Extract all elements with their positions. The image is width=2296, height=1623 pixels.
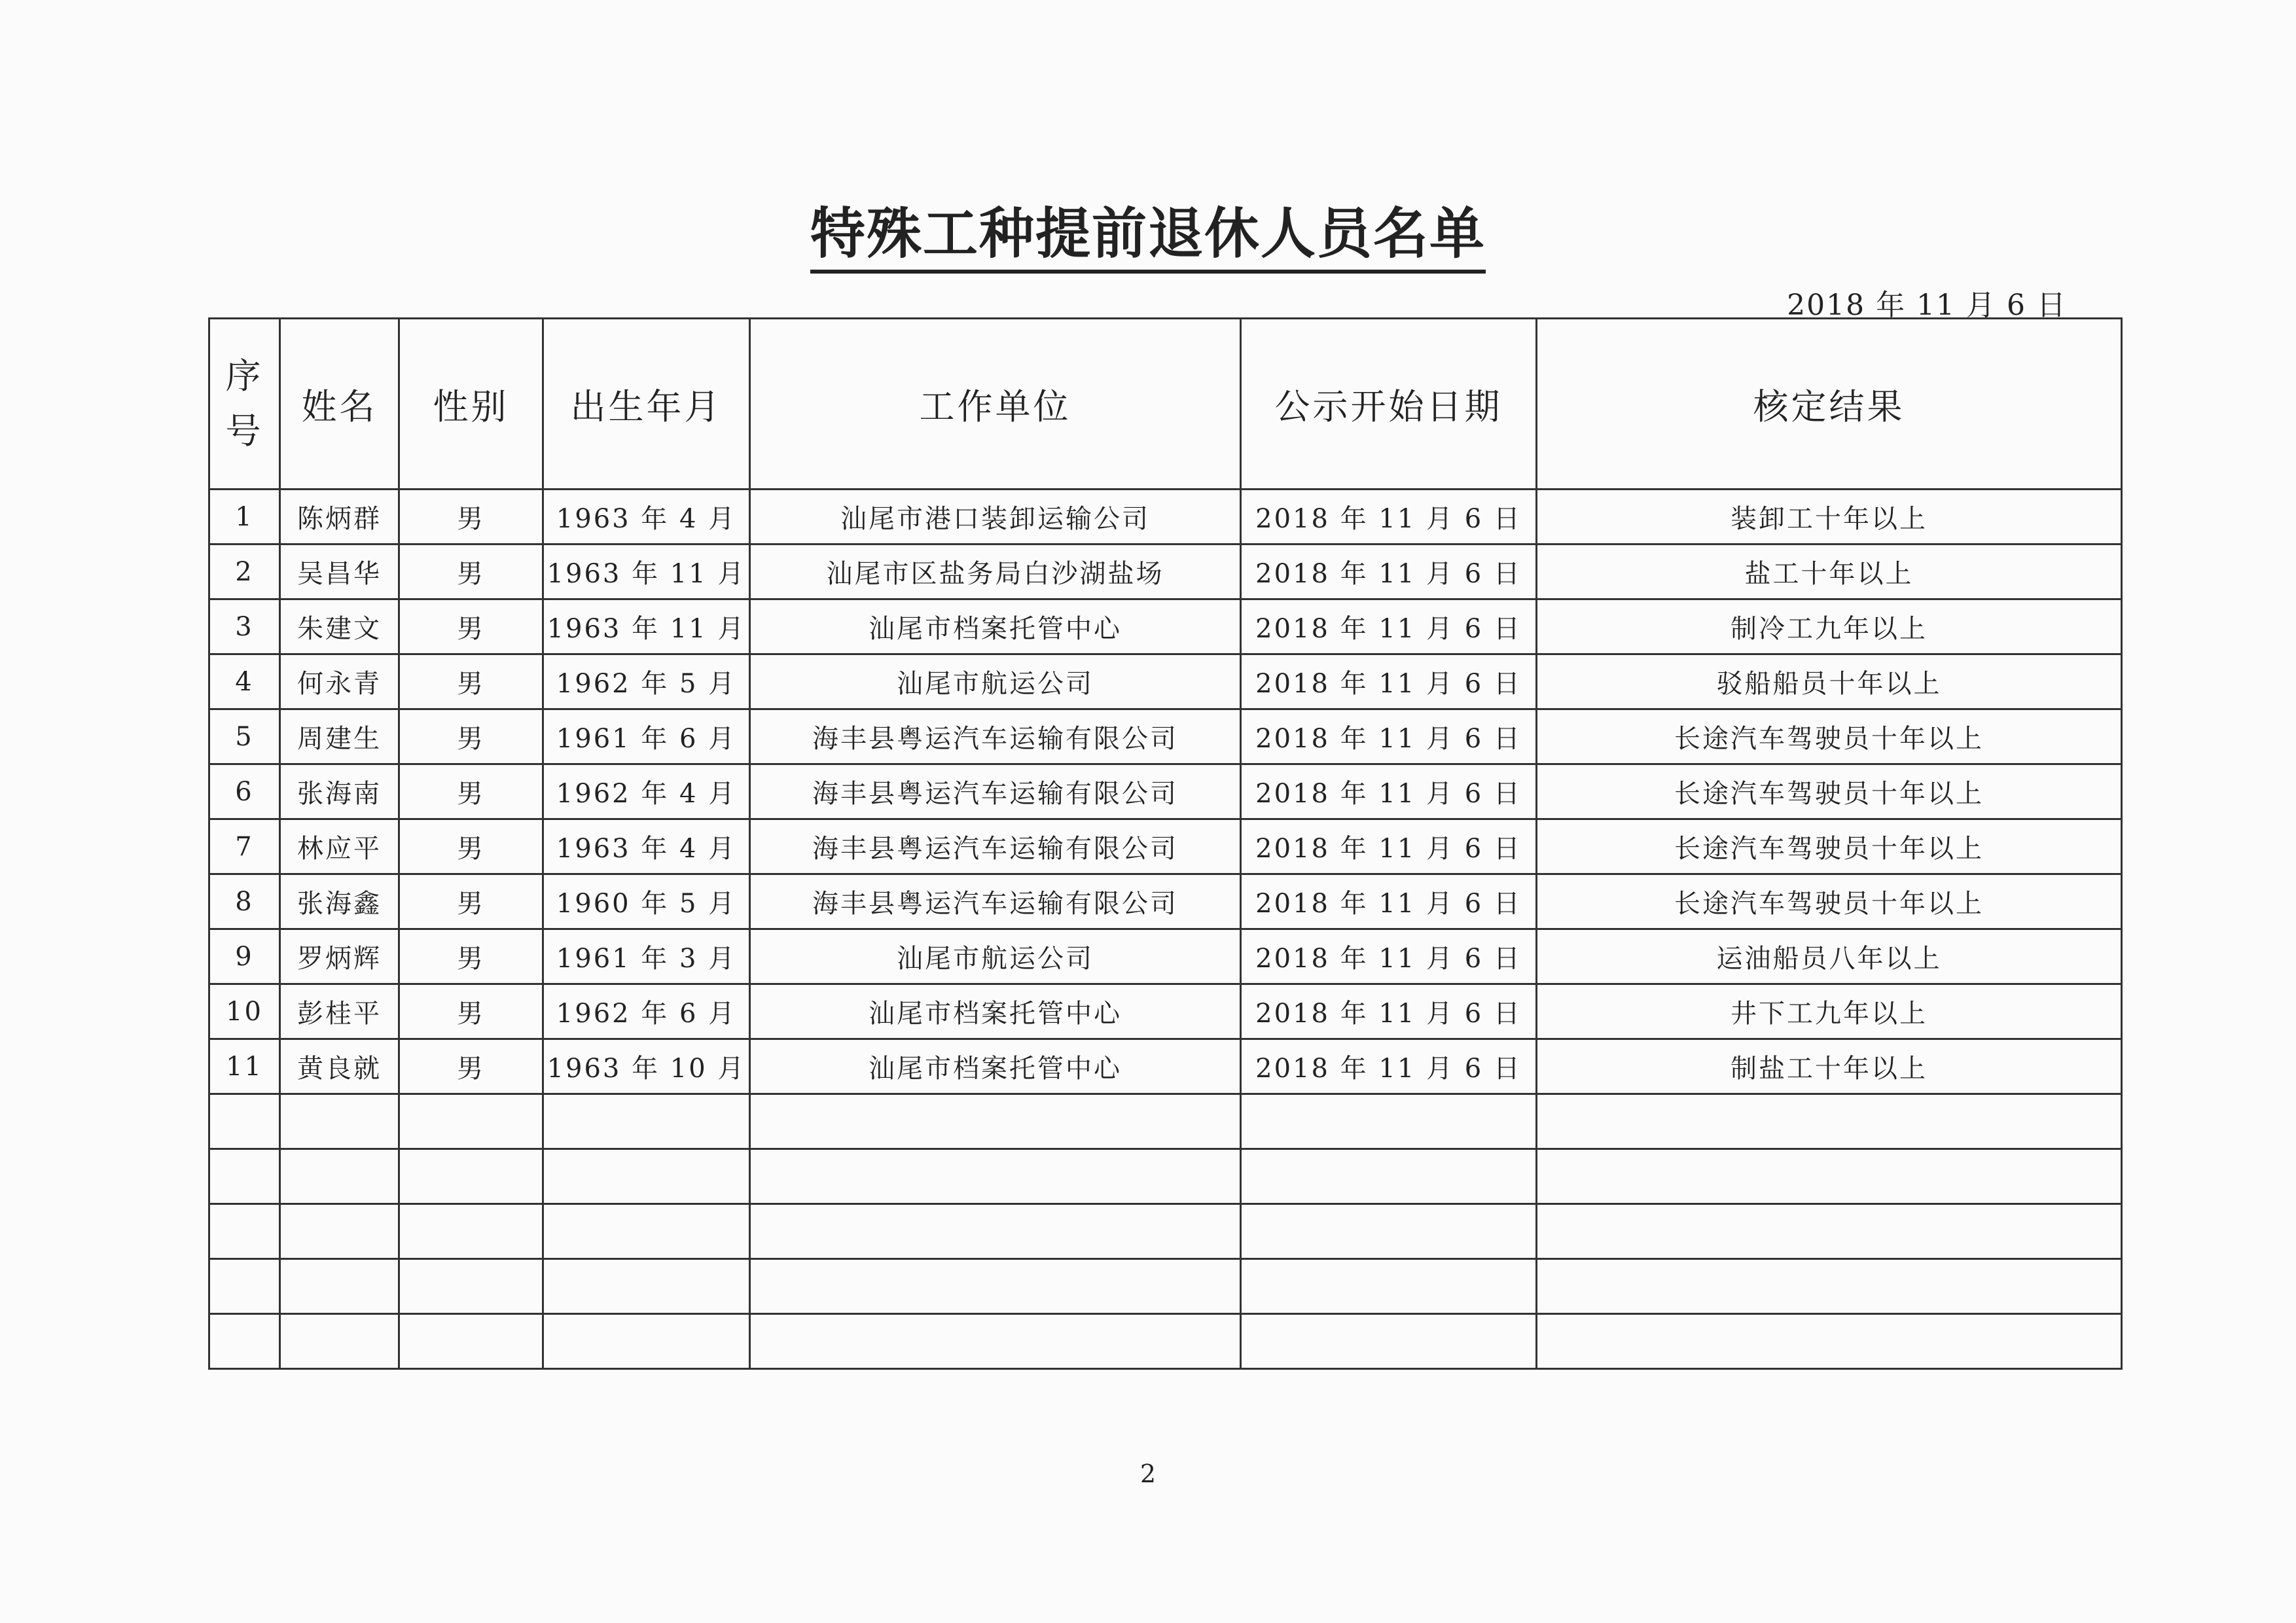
empty-cell: [1537, 1094, 2122, 1149]
cell-unit: 汕尾市港口装卸运输公司: [750, 490, 1241, 544]
cell-start-date: 2018 年 11 月 6 日: [1241, 764, 1537, 819]
cell-birth: 1963 年 4 月: [543, 819, 750, 874]
cell-birth: 1963 年 11 月: [543, 599, 750, 654]
cell-unit: 海丰县粤运汽车运输有限公司: [750, 874, 1241, 929]
cell-result: 制盐工十年以上: [1537, 1039, 2122, 1094]
cell-gender: 男: [399, 1039, 543, 1094]
cell-name: 黄良就: [280, 1039, 399, 1094]
cell-result: 长途汽车驾驶员十年以上: [1537, 874, 2122, 929]
empty-cell: [280, 1204, 399, 1259]
empty-cell: [1537, 1149, 2122, 1204]
cell-name: 朱建文: [280, 599, 399, 654]
header-name: 姓名: [280, 319, 399, 490]
cell-birth: 1961 年 3 月: [543, 929, 750, 984]
cell-seq: 8: [209, 874, 280, 929]
empty-cell: [399, 1314, 543, 1369]
cell-unit: 汕尾市档案托管中心: [750, 984, 1241, 1039]
cell-start-date: 2018 年 11 月 6 日: [1241, 1039, 1537, 1094]
cell-gender: 男: [399, 544, 543, 599]
cell-birth: 1962 年 4 月: [543, 764, 750, 819]
cell-birth: 1963 年 4 月: [543, 490, 750, 544]
cell-result: 制冷工九年以上: [1537, 599, 2122, 654]
retiree-table: [208, 317, 2123, 1370]
cell-birth: 1962 年 5 月: [543, 654, 750, 709]
cell-name: 张海鑫: [280, 874, 399, 929]
cell-seq: 11: [209, 1039, 280, 1094]
cell-start-date: 2018 年 11 月 6 日: [1241, 544, 1537, 599]
empty-cell: [209, 1204, 280, 1259]
cell-gender: 男: [399, 599, 543, 654]
cell-birth: 1962 年 6 月: [543, 984, 750, 1039]
empty-cell: [399, 1204, 543, 1259]
empty-cell: [280, 1259, 399, 1314]
empty-cell: [209, 1094, 280, 1149]
empty-cell: [750, 1259, 1241, 1314]
cell-birth: 1960 年 5 月: [543, 874, 750, 929]
empty-cell: [750, 1314, 1241, 1369]
cell-gender: 男: [399, 654, 543, 709]
cell-seq: 7: [209, 819, 280, 874]
cell-name: 张海南: [280, 764, 399, 819]
empty-cell: [1241, 1204, 1537, 1259]
table-row-empty: [209, 1094, 2122, 1149]
header-start-date: 公示开始日期: [1241, 319, 1537, 490]
cell-result: 盐工十年以上: [1537, 544, 2122, 599]
table-row: [209, 874, 2122, 929]
document-title: [0, 190, 2296, 269]
table-row: [209, 1039, 2122, 1094]
header-birth: 出生年月: [543, 319, 750, 490]
empty-cell: [1241, 1094, 1537, 1149]
empty-cell: [1241, 1259, 1537, 1314]
table-row: [209, 490, 2122, 544]
empty-cell: [399, 1259, 543, 1314]
cell-gender: 男: [399, 929, 543, 984]
cell-gender: 男: [399, 764, 543, 819]
cell-unit: 海丰县粤运汽车运输有限公司: [750, 709, 1241, 764]
cell-birth: 1963 年 11 月: [543, 544, 750, 599]
table-body: [209, 490, 2122, 1369]
cell-unit: 海丰县粤运汽车运输有限公司: [750, 764, 1241, 819]
cell-gender: 男: [399, 709, 543, 764]
table-row: [209, 599, 2122, 654]
document-date: 2018 年 11 月 6 日: [1787, 289, 2067, 322]
cell-seq: 2: [209, 544, 280, 599]
cell-result: 长途汽车驾驶员十年以上: [1537, 709, 2122, 764]
cell-result: 长途汽车驾驶员十年以上: [1537, 819, 2122, 874]
cell-seq: 5: [209, 709, 280, 764]
empty-cell: [1537, 1314, 2122, 1369]
empty-cell: [750, 1149, 1241, 1204]
cell-seq: 10: [209, 984, 280, 1039]
cell-name: 陈炳群: [280, 490, 399, 544]
empty-cell: [209, 1259, 280, 1314]
cell-seq: 9: [209, 929, 280, 984]
cell-gender: 男: [399, 984, 543, 1039]
table-row: [209, 764, 2122, 819]
empty-cell: [1241, 1149, 1537, 1204]
cell-start-date: 2018 年 11 月 6 日: [1241, 819, 1537, 874]
cell-name: 吴昌华: [280, 544, 399, 599]
empty-cell: [399, 1149, 543, 1204]
empty-cell: [1537, 1259, 2122, 1314]
table-row-empty: [209, 1149, 2122, 1204]
empty-cell: [280, 1149, 399, 1204]
empty-cell: [1537, 1204, 2122, 1259]
cell-unit: 海丰县粤运汽车运输有限公司: [750, 819, 1241, 874]
cell-gender: 男: [399, 490, 543, 544]
table-header-row: [209, 319, 2122, 490]
empty-cell: [280, 1094, 399, 1149]
table-row-empty: [209, 1204, 2122, 1259]
cell-gender: 男: [399, 874, 543, 929]
header-gender: 性别: [399, 319, 543, 490]
empty-cell: [543, 1094, 750, 1149]
table-row: [209, 654, 2122, 709]
cell-unit: 汕尾市区盐务局白沙湖盐场: [750, 544, 1241, 599]
table-row-empty: [209, 1314, 2122, 1369]
header-unit: 工作单位: [750, 319, 1241, 490]
header-seq-top: 序: [225, 355, 264, 397]
cell-start-date: 2018 年 11 月 6 日: [1241, 709, 1537, 764]
cell-start-date: 2018 年 11 月 6 日: [1241, 490, 1537, 544]
empty-cell: [543, 1314, 750, 1369]
cell-start-date: 2018 年 11 月 6 日: [1241, 654, 1537, 709]
cell-seq: 6: [209, 764, 280, 819]
table-row: [209, 709, 2122, 764]
empty-cell: [399, 1094, 543, 1149]
cell-result: 井下工九年以上: [1537, 984, 2122, 1039]
page-number: 2: [1139, 1459, 1157, 1488]
empty-cell: [543, 1204, 750, 1259]
table-row: [209, 819, 2122, 874]
empty-cell: [209, 1149, 280, 1204]
cell-start-date: 2018 年 11 月 6 日: [1241, 874, 1537, 929]
cell-name: 周建生: [280, 709, 399, 764]
header-seq: [209, 319, 280, 490]
cell-start-date: 2018 年 11 月 6 日: [1241, 929, 1537, 984]
empty-cell: [1241, 1314, 1537, 1369]
cell-result: 长途汽车驾驶员十年以上: [1537, 764, 2122, 819]
cell-name: 林应平: [280, 819, 399, 874]
table-row: [209, 984, 2122, 1039]
cell-seq: 1: [209, 490, 280, 544]
cell-unit: 汕尾市航运公司: [750, 654, 1241, 709]
cell-result: 驳船船员十年以上: [1537, 654, 2122, 709]
cell-name: 彭桂平: [280, 984, 399, 1039]
cell-start-date: 2018 年 11 月 6 日: [1241, 984, 1537, 1039]
empty-cell: [543, 1259, 750, 1314]
cell-unit: 汕尾市航运公司: [750, 929, 1241, 984]
empty-cell: [209, 1314, 280, 1369]
cell-birth: 1961 年 6 月: [543, 709, 750, 764]
cell-gender: 男: [399, 819, 543, 874]
table-row: [209, 544, 2122, 599]
cell-seq: 3: [209, 599, 280, 654]
cell-result: 装卸工十年以上: [1537, 490, 2122, 544]
cell-name: 何永青: [280, 654, 399, 709]
cell-start-date: 2018 年 11 月 6 日: [1241, 599, 1537, 654]
empty-cell: [750, 1204, 1241, 1259]
cell-result: 运油船员八年以上: [1537, 929, 2122, 984]
table-row: [209, 929, 2122, 984]
cell-unit: 汕尾市档案托管中心: [750, 1039, 1241, 1094]
document-title-text: 特殊工种提前退休人员名单: [810, 201, 1486, 274]
header-result: 核定结果: [1537, 319, 2122, 490]
table-row-empty: [209, 1259, 2122, 1314]
cell-name: 罗炳辉: [280, 929, 399, 984]
empty-cell: [543, 1149, 750, 1204]
header-seq-bottom: 号: [225, 410, 264, 452]
empty-cell: [750, 1094, 1241, 1149]
cell-seq: 4: [209, 654, 280, 709]
empty-cell: [280, 1314, 399, 1369]
cell-birth: 1963 年 10 月: [543, 1039, 750, 1094]
cell-unit: 汕尾市档案托管中心: [750, 599, 1241, 654]
